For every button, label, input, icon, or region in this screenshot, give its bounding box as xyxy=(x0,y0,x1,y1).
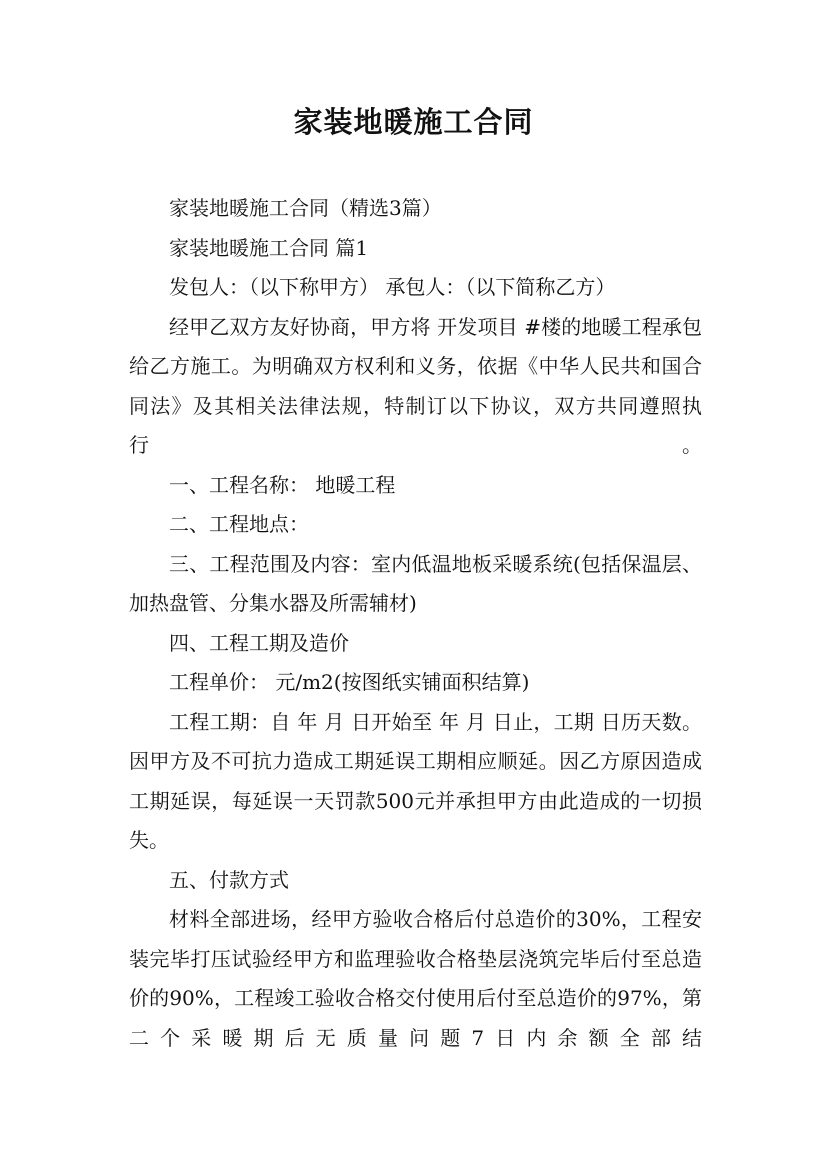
paragraph-payment-terms: 材料全部进场，经甲方验收合格后付总造价的30%，工程安装完毕打压试验经甲方和监理验收合格垫层浇筑完毕后付至总造价的90%，工程竣工验收合格交付使用后付至总造价的97%，第二个采暖期后无质量问题7日内余额全部结 xyxy=(129,907,702,1050)
paragraph-project-name: 一、工程名称： 地暖工程 xyxy=(169,472,396,497)
paragraph-schedule-cost-heading: 四、工程工期及造价 xyxy=(169,630,349,655)
paragraph-project-scope: 三、工程范围及内容：室内低温地板采暖系统(包括保温层、加热盘管、分集水器及所需辅材) xyxy=(129,551,702,615)
paragraph-schedule: 工程工期：自 年 月 日开始至 年 月 日止，工期 日历天数。因甲方及不可抗力造成工期延误工期相应顺延。因乙方原因造成工期延误，每延误一天罚款500元并承担甲方由此造成的一切损失。 xyxy=(129,709,702,852)
paragraph-project-location: 二、工程地点： xyxy=(169,512,309,536)
paragraph-parties: 发包人：（以下称甲方） 承包人：（以下简称乙方） xyxy=(169,275,616,299)
paragraph-section-heading: 家装地暖施工合同 篇1 xyxy=(169,235,369,260)
paragraph-payment-heading: 五、付款方式 xyxy=(169,867,289,892)
paragraph-preamble: 经甲乙双方友好协商，甲方将 开发项目 #楼的地暖工程承包给乙方施工。为明确双方权利和义务，依据《中华人民共和国合同法》及其相关法律法规，特制订以下协议，双方共同遵照执行。 xyxy=(129,314,702,457)
paragraph-unit-price: 工程单价： 元/m2(按图纸实铺面积结算) xyxy=(169,670,530,694)
document-title: 家装地暖施工合同 xyxy=(293,105,534,139)
document-body xyxy=(129,189,702,1058)
paragraph-subtitle: 家装地暖施工合同（精选3篇） xyxy=(169,196,442,220)
